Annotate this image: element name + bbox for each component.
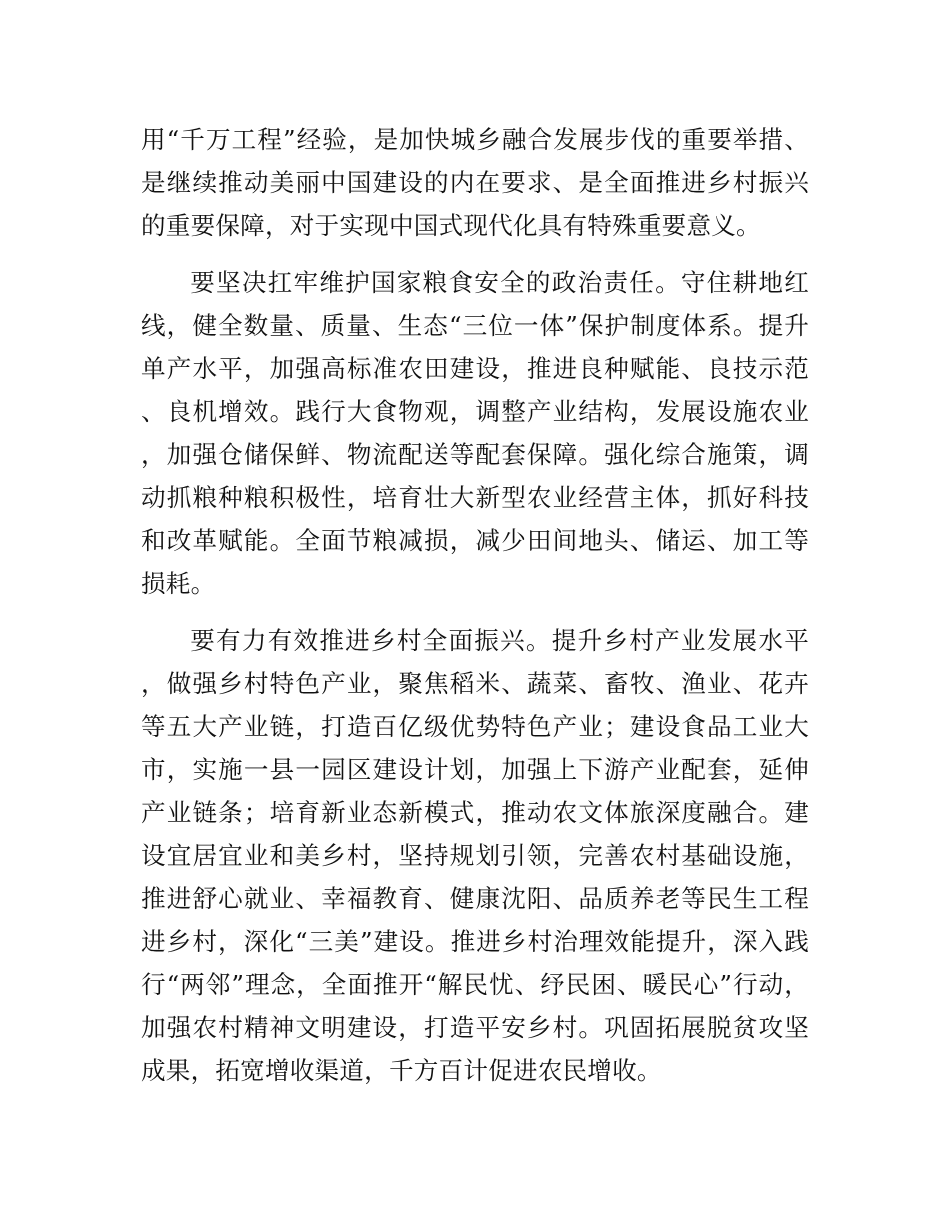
paragraph-2: 要坚决扛牢维护国家粮食安全的政治责任。守住耕地红线，健全数量、质量、生态“三位一体”保护制度体系。提升单产水平，加强高标准农田建设，推进良种赋能、良技示范、良机增效。践行大食物观，调整产业结构，发展设施农业，加强仓储保鲜、物流配送等配套保障。强化综合施策，调动抓粮种粮积极性，培育壮大新型农业经营主体，抓好科技和改革赋能。全面节粮减损，减少田间地头、储运、加工等损耗。 bbox=[141, 268, 809, 598]
document-body bbox=[141, 118, 809, 1106]
paragraph-3: 要有力有效推进乡村全面振兴。提升乡村产业发展水平，做强乡村特色产业，聚焦稻米、蔬菜、畜牧、渔业、花卉等五大产业链，打造百亿级优势特色产业；建设食品工业大市，实施一县一园区建设计划，加强上下游产业配套，延伸产业链条；培育新业态新模式，推动农文体旅深度融合。建设宜居宜业和美乡村，坚持规划引领，完善农村基础设施，推进舒心就业、幸福教育、健康沈阳、品质养老等民生工程进乡村，深化“三美”建设。推进乡村治理效能提升，深入践行“两邻”理念，全面推开“解民忧、纾民困、暖民心”行动，加强农村精神文明建设，打造平安乡村。巩固拓展脱贫攻坚成果，拓宽增收渠道，千方百计促进农民增收。 bbox=[141, 626, 809, 1085]
paragraph-1: 用“千万工程”经验，是加快城乡融合发展步伐的重要举措、是继续推动美丽中国建设的内在要求、是全面推进乡村振兴的重要保障，对于实现中国式现代化具有特殊重要意义。 bbox=[141, 125, 809, 240]
